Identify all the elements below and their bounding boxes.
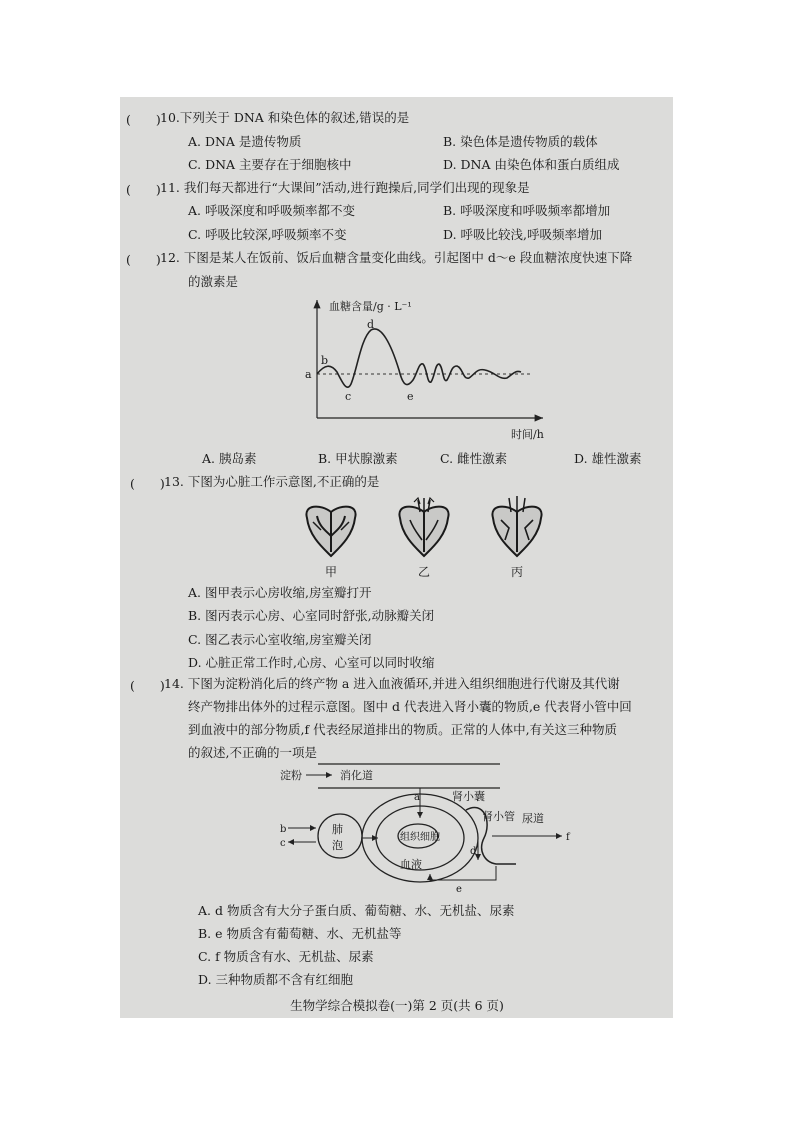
heart-jia xyxy=(306,507,355,556)
q13-option-b: B. 图丙表示心房、心室同时舒张,动脉瓣关闭 xyxy=(188,608,435,623)
heart-label-yi: 乙 xyxy=(418,565,431,578)
label-tissue-cell: 组织细胞 xyxy=(400,832,440,843)
question-10-stem: 10.下列关于 DNA 和染色体的叙述,错误的是 xyxy=(160,110,410,125)
metabolism-diagram xyxy=(270,756,580,896)
q14-option-c: C. f 物质含有水、无机盐、尿素 xyxy=(198,949,374,964)
q10-option-d: D. DNA 由染色体和蛋白质组成 xyxy=(443,157,620,172)
label-urethra: 尿道 xyxy=(522,812,544,825)
answer-paren-10[interactable]: ( ) xyxy=(126,112,161,127)
heart-diagrams xyxy=(295,496,555,578)
label-b: b xyxy=(280,824,287,835)
label-tubule: 肾小管 xyxy=(482,810,515,823)
question-14-stem-line3: 到血液中的部分物质,f 代表经尿道排出的物质。正常的人体中,有关这三种物质 xyxy=(188,722,618,737)
label-a: a xyxy=(414,792,420,803)
q13-option-a: A. 图甲表示心房收缩,房室瓣打开 xyxy=(188,585,372,600)
q11-option-d: D. 呼吸比较浅,呼吸频率增加 xyxy=(443,227,602,242)
question-13-stem: 13. 下图为心脏工作示意图,不正确的是 xyxy=(164,474,380,489)
label-e: e xyxy=(456,884,462,895)
question-12-stem-line1: 12. 下图是某人在饭前、饭后血糖含量变化曲线。引起图中 d～e 段血糖浓度快速下降 xyxy=(160,250,633,265)
heart-label-bing: 丙 xyxy=(511,565,524,578)
graph-xlabel: 时间/h xyxy=(511,428,544,441)
point-label-d: d xyxy=(367,318,375,331)
answer-paren-12[interactable]: ( ) xyxy=(126,252,161,267)
point-label-e: e xyxy=(407,390,414,403)
q13-option-d: D. 心脏正常工作时,心房、心室可以同时收缩 xyxy=(188,655,435,670)
answer-paren-14[interactable]: ( ) xyxy=(130,678,165,693)
q14-option-b: B. e 物质含有葡萄糖、水、无机盐等 xyxy=(198,926,402,941)
label-starch: 淀粉 xyxy=(280,769,302,782)
point-label-b: b xyxy=(321,354,329,367)
label-lung-1: 肺 xyxy=(332,823,343,836)
question-14-stem-line1: 14. 下图为淀粉消化后的终产物 a 进入血液循环,并进入组织细胞进行代谢及其代谢 xyxy=(164,676,620,691)
label-digestive-tract: 消化道 xyxy=(340,769,373,782)
q10-option-c: C. DNA 主要存在于细胞核中 xyxy=(188,157,352,172)
page-footer: 生物学综合模拟卷(一)第 2 页(共 6 页) xyxy=(290,998,504,1013)
label-blood: 血液 xyxy=(400,858,422,871)
q14-option-a: A. d 物质含有大分子蛋白质、葡萄糖、水、无机盐、尿素 xyxy=(198,903,515,918)
q11-option-a: A. 呼吸深度和呼吸频率都不变 xyxy=(188,203,355,218)
heart-bing xyxy=(492,496,541,556)
blood-sugar-curve xyxy=(317,329,521,387)
q11-option-b: B. 呼吸深度和呼吸频率都增加 xyxy=(443,203,611,218)
q12-option-c: C. 雌性激素 xyxy=(440,451,508,466)
heart-yi xyxy=(399,498,448,556)
q10-option-b: B. 染色体是遗传物质的载体 xyxy=(443,134,598,149)
label-d: d xyxy=(470,846,477,857)
question-14-stem-line2: 终产物排出体外的过程示意图。图中 d 代表进入肾小囊的物质,e 代表肾小管中回 xyxy=(188,699,632,714)
label-c: c xyxy=(280,838,286,849)
q14-option-d: D. 三种物质都不含有红细胞 xyxy=(198,972,354,987)
q12-option-a: A. 胰岛素 xyxy=(202,451,257,466)
heart-label-jia: 甲 xyxy=(325,565,338,578)
question-11-stem: 11. 我们每天都进行“大课间”活动,进行跑操后,同学们出现的现象是 xyxy=(160,180,530,195)
graph-ylabel: 血糖含量/g · L⁻¹ xyxy=(329,300,412,313)
point-label-c: c xyxy=(345,390,352,403)
q12-option-b: B. 甲状腺激素 xyxy=(318,451,398,466)
question-12-stem-line2: 的激素是 xyxy=(188,274,239,289)
q10-option-a: A. DNA 是遗传物质 xyxy=(188,134,302,149)
q12-option-d: D. 雄性激素 xyxy=(574,451,642,466)
label-f: f xyxy=(566,832,570,843)
q13-option-c: C. 图乙表示心室收缩,房室瓣关闭 xyxy=(188,632,372,647)
answer-paren-13[interactable]: ( ) xyxy=(130,476,165,491)
question-14-stem-line4: 的叙述,不正确的一项是 xyxy=(188,745,317,760)
point-label-a: a xyxy=(305,368,312,381)
blood-sugar-graph xyxy=(295,292,555,444)
answer-paren-11[interactable]: ( ) xyxy=(126,182,161,197)
q11-option-c: C. 呼吸比较深,呼吸频率不变 xyxy=(188,227,347,242)
label-capsule: 肾小囊 xyxy=(452,790,485,803)
label-lung-2: 泡 xyxy=(332,839,343,852)
